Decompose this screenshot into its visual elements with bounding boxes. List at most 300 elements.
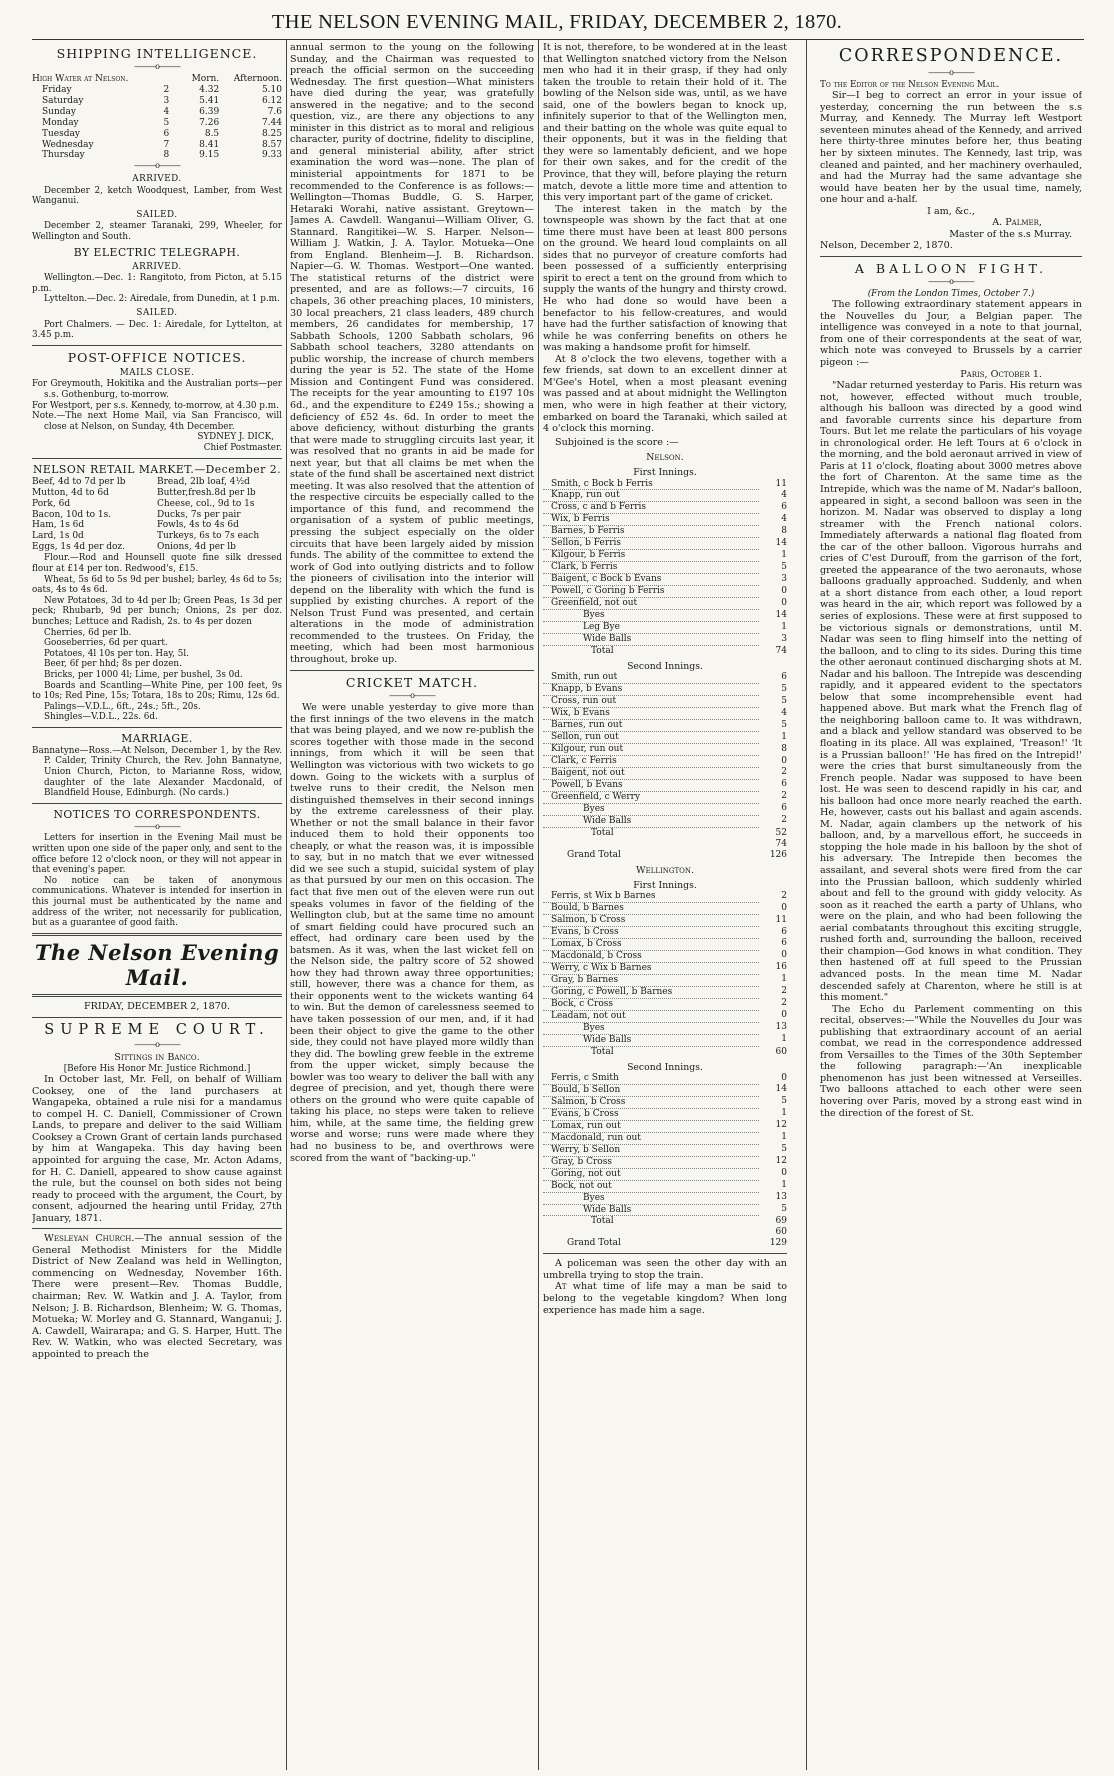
balloon-text: "Nadar returned yesterday to Paris. His return was not, however, effected without much trouble, although his balloon was directed by a good wind and favorable currents since his departure from Tours. But let me relate the particulars of his voyage in chronological order. He left Tours at 6 o'clock in the morning, and the bold aeronaut arrived in view of Paris at 11 o'clock, floating about 3000 metres above the fort of Charenton. At the same time as the Intrepide, which was the name of M. Nadar's balloon, appeared in sight, a second balloon was seen in the horizon. M. Nadar was observed to display a long streamer with the French national colors. Immediately afterwards a national flag floated from the car of the other balloon. Vigorous hurrahs and cries of C'est Durouff, from the garrison of the fort, greeted the appearance of the two aeronauts, whose balloons gradually approached. Suddenly, and when at a short distance from each other, a loud report was heard in the air, which report was followed by a series of explosions. These were at first supposed to be victorious signals or demonstrations, until M. Nadar was seen to fling himself into the netting of the balloon, and to cling to its sides. During this time the other aeronaut continued discharging shots at M. Nadar and his balloon. The Intrepide was descending rapidly, and it appeared evident to the spectators below that some incomprehensible event had happened above. But mark what the French flag of the neighboring balloon came to. It was withdrawn, and a black and yellow standard was observed to be floating in its place. All was explained, 'Treason!' 'It is a Prussian balloon!' 'He has fired on the Intrepid!' were the cries that burst simultaneously from the French people. Nadar was supposed to have been lost. He was seen to descend rapidly in his car, and his balloon had once more nearly reached the earth. He, however, casts out his ballast and again ascends. M. Nadar, again clambers up the network of his balloon, and, by a marvellous effort, he succeeds in stopping the hole made in his balloon by the shot of his adversary. The Intrepide then becomes the assailant, and several shots were fired from the car into the Prussian balloon, which suddenly whirled about and fell to the ground with giddy velocity. As soon as it reached the earth a party of Uhlans, who were on the plain, and who had been following the aerial combatants throughout this exciting struggle, rushed forth and, surrounding the balloon, received their champion—God knows in what condition. They then hastened off at full speed to the Prussian advanced posts. In the mean time M. Nadar descended safely at Charenton, where he still is at this moment." xyxy=(820,380,1082,1004)
total-value: 60 xyxy=(775,1046,787,1057)
total-value: 69 xyxy=(775,1216,787,1227)
score-row xyxy=(543,720,787,732)
divider xyxy=(32,345,282,346)
nelson-label: Nelson. xyxy=(646,452,684,464)
cricket-text-4: At 8 o'clock the two elevens, together with a few friends, sat down to an excellent dinner at M'Gee's Hotel, when a most pleasant evening was passed and at about midnight the Wellington men, who were in high feather at their victory, embarked on board the Taranaki, which sailed at 4 o'clock this morning. xyxy=(543,353,787,435)
postmaster-name: SYDNEY J. DICK, xyxy=(197,432,274,443)
runs: 11 xyxy=(775,478,787,489)
notices-p2: No notice can be taken of anonymous communications. Whatever is intended for insertion in this journal must be authenticated by the name and address of the writer, not necessarily for publication, but as a guarantee of good faith. xyxy=(32,875,282,929)
cricket-text-1: We were unable yesterday to give more than the first innings of the two elevens in the match that was being played, and we now re-publish the scores together with those made in the second innings, from which it will be seen that Wellington was victorious with two wickets to go down. Going to the wickets with a surplus of twelve runs to their credit, the Nelson men distinguished themselves in their second innings by the extreme carelessness of their play. Whether or not the small balance in their favor induced them to hold their opponents too cheaply, or what the reason was, it is impossible to say, but in no match that we ever witnessed did we see such a stupid, suicidal system of play as that pursued by our men on this occasion. The fact that five men out of the eleven were run out speaks volumes in favor of the fielding of the Wellington club, but at the same time no amount of smart fielding could have procured such an effect, had ordinary care been used by the batsmen. As it was, when the last wicket fell on the Nelson side, the paltry score of 52 showed how they had thrown away three opportunities; still, however, there was a chance for them, as their opponents went to the wickets wanting 64 to win. But the demon of carelessness seemed to have taken possession of our men, and, if it had been their object to give the game to the other side, they could not have played more wildly than they did. The bowling grew feeble in the extreme from the upper wicket, simply because the bowler was too weary to deliver the ball with any degree of precision, and yet, though there were others on the ground who were quite capable of taking his place, no steps were taken to relieve him, while, at the same time, the fielding grew worse and worse; runs were made where they had no business to be, and overthrows were scored from the want of "backing-up." xyxy=(290,702,534,1164)
score-row xyxy=(543,1073,787,1084)
score-row xyxy=(543,732,787,744)
score-row xyxy=(543,622,787,634)
score-row xyxy=(543,1144,787,1156)
runs: 11 xyxy=(775,914,787,925)
market-row xyxy=(32,488,282,499)
tide-morn: 8.41 xyxy=(199,139,220,150)
correspondence-role: Master of the s.s Murray. xyxy=(949,228,1072,240)
column-2 xyxy=(290,42,534,1770)
score-row xyxy=(543,903,787,915)
batsman: Knapp, b Evans xyxy=(543,684,759,696)
score-row xyxy=(543,815,787,827)
score-row xyxy=(543,791,787,803)
batsman: Greenfield, c Werry xyxy=(543,791,759,803)
batsman: Wide Balls xyxy=(543,815,759,827)
batsman: Powell, c Goring b Ferris xyxy=(543,586,759,598)
runs: 2 xyxy=(781,767,787,778)
runs: 5 xyxy=(781,561,787,572)
batsman: Wide Balls xyxy=(543,634,759,646)
carry-value: 74 xyxy=(775,838,787,849)
column-1 xyxy=(32,42,282,1770)
batsman: Wide Balls xyxy=(543,1034,759,1046)
ornament xyxy=(290,691,534,701)
batsman: Gray, b Cross xyxy=(543,1156,759,1168)
ornament xyxy=(820,277,1082,287)
batsman: Werry, b Sellon xyxy=(543,1144,759,1156)
tide-morn: 6.39 xyxy=(199,106,220,117)
runs: 14 xyxy=(775,537,787,548)
tel-arrived-label: ARRIVED. xyxy=(132,261,182,272)
tide-date: 4 xyxy=(163,106,170,117)
runs: 4 xyxy=(781,707,787,718)
correspondence-place-date: Nelson, December 2, 1870. xyxy=(820,240,953,252)
tide-afternoon: 8.57 xyxy=(261,139,282,150)
balloon-dateline: Paris, October 1. xyxy=(960,368,1042,380)
score-row xyxy=(543,502,787,514)
score-row xyxy=(543,672,787,683)
batsman: Bould, b Sellon xyxy=(543,1084,759,1096)
runs: 13 xyxy=(775,1192,787,1203)
post-line-2: For Westport, per s.s. Kennedy, to-morrow, at 4.30 p.m. xyxy=(32,400,279,411)
runs: 4 xyxy=(781,489,787,500)
runs: 6 xyxy=(781,672,787,683)
market-row xyxy=(32,520,282,531)
column-3 xyxy=(543,42,787,1770)
tide-row xyxy=(32,129,282,140)
tide-day: Tuesday xyxy=(42,128,80,139)
wellington-second-label: Second Innings. xyxy=(627,1061,703,1073)
grand-total-value: 129 xyxy=(769,1238,787,1249)
runs: 1 xyxy=(781,974,787,985)
runs: 5 xyxy=(781,695,787,706)
marriage-title: MARRIAGE. xyxy=(121,731,193,745)
batsman: Byes xyxy=(543,803,759,815)
divider xyxy=(32,1228,282,1229)
ornament xyxy=(32,1040,282,1050)
arrived-text: December 2, ketch Woodquest, Lamber, from West Wanganui. xyxy=(32,185,282,207)
tide-row xyxy=(32,150,282,161)
market-item-right: Turkeys, 6s to 7s each xyxy=(157,531,260,542)
total-label: Total xyxy=(591,1046,614,1057)
batsman: Greenfield, not out xyxy=(543,598,759,610)
runs: 2 xyxy=(781,986,787,997)
tide-morn: 5.41 xyxy=(199,95,220,106)
market-note: Gooseberries, 6d per quart. xyxy=(44,638,168,649)
score-row xyxy=(543,779,787,791)
grand-total-label: Grand Total xyxy=(567,849,621,860)
score-row xyxy=(543,1168,787,1180)
score-row xyxy=(543,767,787,779)
court-subtitle: Sittings in Banco. xyxy=(114,1052,200,1064)
runs: 6 xyxy=(781,501,787,512)
tide-day: Wednesday xyxy=(42,139,94,150)
batsman: Byes xyxy=(543,1192,759,1204)
runs: 1 xyxy=(781,1132,787,1143)
runs: 5 xyxy=(781,683,787,694)
score-row xyxy=(543,696,787,708)
runs: 1 xyxy=(781,549,787,560)
tide-morn: 4.32 xyxy=(199,84,220,95)
market-item-right: Ducks, 7s per pair xyxy=(157,509,241,520)
score-row xyxy=(543,891,787,902)
nelson-second-table xyxy=(543,672,787,828)
runs: 0 xyxy=(781,755,787,766)
batsman: Goring, not out xyxy=(543,1168,759,1180)
riddle-lead: At xyxy=(555,1281,567,1293)
batsman: Bould, b Barnes xyxy=(543,903,759,915)
notices-p1: Letters for insertion in the Evening Mail must be written upon one side of the paper only, and sent to the office before 12 o'clock noon, or they will not appear in that evening's paper. xyxy=(32,833,282,876)
runs: 5 xyxy=(781,1204,787,1215)
divider xyxy=(32,803,282,804)
runs: 1 xyxy=(781,1108,787,1119)
batsman: Wix, b Ferris xyxy=(543,514,759,526)
runs: 8 xyxy=(781,525,787,536)
policeman-text: A policeman was seen the other day with an umbrella trying to stop the train. xyxy=(543,1258,787,1281)
tide-date: 5 xyxy=(163,117,170,128)
dateline: FRIDAY, DECEMBER 2, 1870. xyxy=(84,1001,230,1013)
market-row xyxy=(32,510,282,521)
market-item-left: Mutton, 4d to 6d xyxy=(32,487,109,498)
runs: 1 xyxy=(781,1034,787,1045)
runs: 2 xyxy=(781,815,787,826)
court-title: SUPREME COURT. xyxy=(44,1021,270,1038)
market-note: Beer, 6f per hhd; 8s per dozen. xyxy=(44,659,182,670)
batsman: Werry, c Wix b Barnes xyxy=(543,962,759,974)
batsman: Smith, c Bock b Ferris xyxy=(543,479,759,490)
batsman: Cross, run out xyxy=(543,696,759,708)
court-text: In October last, Mr. Fell, on behalf of William Cooksey, one of the land purchasers at Wangapeka, obtained a rule nisi for a mandamus to compel H. C. Daniell, Commissioner of Crown Lands, to prepare and deliver to the said William Cooksey a Crown Grant of certain lands purchased by him at Wangapeka. This day having been appointed for arguing the case, Mr. Acton Adams, for H. C. Daniell, appeared to show cause against the rule, but the counsel on both sides not being ready to proceed with the argument, the Court, by consent, adjourned the hearing until Friday, 27th January, 1871. xyxy=(32,1074,282,1224)
batsman: Lomax, b Cross xyxy=(543,938,759,950)
runs: 1 xyxy=(781,1180,787,1191)
tide-afternoon: 6.12 xyxy=(261,95,282,106)
runs: 6 xyxy=(781,803,787,814)
batsman: Clark, b Ferris xyxy=(543,562,759,574)
batsman: Sellon, run out xyxy=(543,732,759,744)
market-item-left: Eggs, 1s 4d per doz. xyxy=(32,542,126,553)
correspondence-to: To the Editor of the Nelson Evening Mail. xyxy=(820,79,1000,90)
score-row xyxy=(543,1204,787,1216)
batsman: Cross, c and b Ferris xyxy=(543,502,759,514)
score-row xyxy=(543,708,787,720)
marriage-text: Bannatyne—Ross.—At Nelson, December 1, by the Rev. P. Calder, Trinity Church, the Rev. John Bannatyne, Union Church, Picton, to Marianne Ross, widow, daughter of the late Alexander Macdonald, of Blandfield House, Edinburgh. (No cards.) xyxy=(32,745,282,799)
telegraph-title: BY ELECTRIC TELEGRAPH. xyxy=(73,245,241,259)
tel-arrived-2: Lyttelton.—Dec. 2: Airedale, from Dunedin, at 1 p.m. xyxy=(44,294,280,305)
tide-row xyxy=(32,85,282,96)
riddle-text xyxy=(543,1281,787,1316)
score-row xyxy=(543,1022,787,1034)
ornament xyxy=(32,822,282,832)
score-row xyxy=(543,562,787,574)
tide-date: 3 xyxy=(163,95,170,106)
nelson-second-label: Second Innings. xyxy=(627,661,703,673)
divider xyxy=(32,994,282,997)
score-row xyxy=(543,598,787,610)
runs: 0 xyxy=(781,1168,787,1179)
tel-arrived-1: Wellington.—Dec. 1: Rangitoto, from Picton, at 5.15 p.m. xyxy=(32,273,282,294)
score-row xyxy=(543,550,787,562)
score-row xyxy=(543,1084,787,1096)
sailed-text: December 2, steamer Taranaki, 299, Wheeler, for Wellington and South. xyxy=(32,221,282,243)
correspondence-closing: I am, &c., xyxy=(927,205,975,217)
tide-day: Monday xyxy=(42,117,79,128)
post-office-title: POST-OFFICE NOTICES. xyxy=(67,349,247,365)
runs: 3 xyxy=(781,573,787,584)
tide-row xyxy=(32,96,282,107)
cricket-title: CRICKET MATCH. xyxy=(345,674,479,690)
market-note: Palings—V.D.L., 6ft., 24s.; 5ft., 20s. xyxy=(44,701,201,712)
market-row xyxy=(32,542,282,553)
wellington-second-table xyxy=(543,1073,787,1217)
batsman: Lomax, run out xyxy=(543,1120,759,1132)
batsman: Kilgour, run out xyxy=(543,744,759,756)
high-water-label: High Water at Nelson. xyxy=(32,73,129,84)
runs: 6 xyxy=(781,926,787,937)
masthead: THE NELSON EVENING MAIL, FRIDAY, DECEMBER 2, 1870. xyxy=(271,11,843,33)
runs: 14 xyxy=(775,609,787,620)
post-line-1: For Greymouth, Hokitika and the Australian ports—per s.s. Gothenburg, to-morrow. xyxy=(32,379,282,401)
batsman: Bock, c Cross xyxy=(543,998,759,1010)
tide-morn: 9.15 xyxy=(199,150,220,161)
runs: 8 xyxy=(781,743,787,754)
runs: 0 xyxy=(781,585,787,596)
correspondence-name: A. Palmer, xyxy=(992,217,1042,229)
tide-day: Saturday xyxy=(42,95,84,106)
score-row xyxy=(543,526,787,538)
runs: 3 xyxy=(781,633,787,644)
runs: 2 xyxy=(781,998,787,1009)
column-rule xyxy=(286,40,287,1770)
post-line-3: Note.—The next Home Mail, via San Francisco, will close at Nelson, on Sunday, 4th December. xyxy=(32,411,282,432)
score-row xyxy=(543,490,787,502)
batsman: Byes xyxy=(543,610,759,622)
subjoined: Subjoined is the score :— xyxy=(555,436,679,448)
market-note: Shingles—V.D.L., 22s. 6d. xyxy=(44,712,158,723)
tide-morn: 8.5 xyxy=(204,128,220,139)
market-row xyxy=(32,531,282,542)
postmaster-title: Chief Postmaster. xyxy=(203,443,282,453)
tide-row xyxy=(32,107,282,118)
runs: 0 xyxy=(781,1072,787,1083)
batsman: Bock, not out xyxy=(543,1180,759,1192)
market-item-right: Butter,fresh.8d per lb xyxy=(157,487,256,498)
batsman: Salmon, b Cross xyxy=(543,1096,759,1108)
score-row xyxy=(543,684,787,696)
score-row xyxy=(543,803,787,815)
balloon-title: A BALLOON FIGHT. xyxy=(854,260,1048,276)
market-item-left: Pork, 6d xyxy=(32,498,71,509)
divider xyxy=(32,1017,282,1018)
column-4 xyxy=(820,42,1082,1770)
correspondence-title: CORRESPONDENCE. xyxy=(838,46,1064,66)
cricket-text-2: It is not, therefore, to be wondered at in the least that Wellington snatched victory from the Nelson men who had it in their grasp, if they had only taken the trouble to retain their hold of it. The bowling of the Nelson side was, until, as we have said, one of the bowlers began to knock up, infinitely superior to that of the Wellington men, and their batting on the whole was quite equal to their opponents, but it was in the fielding that they were so lamentably deficient, and we hope for their own sakes, and for the credit of the Province, that they will, before playing the return match, devote a little more time and attention to this very important part of the game of cricket. xyxy=(543,42,787,204)
market-note: Cherries, 6d per lb. xyxy=(44,627,132,638)
tide-row xyxy=(32,140,282,151)
runs: 2 xyxy=(781,791,787,802)
market-note: Boards and Scantling—White Pine, per 100 feet, 9s to 10s; Red Pine, 15s; Totara, 18s to 20s; Rimu, 12s 6d. xyxy=(32,680,282,702)
tide-table xyxy=(32,74,282,162)
grand-total-label: Grand Total xyxy=(567,1238,621,1249)
score-row xyxy=(543,998,787,1010)
market-item-right: Fowls, 4s to 4s 6d xyxy=(157,520,239,531)
score-row xyxy=(543,479,787,490)
batsman: Goring, c Powell, b Barnes xyxy=(543,986,759,998)
market-row xyxy=(32,477,282,488)
total-label: Total xyxy=(591,827,614,838)
score-row xyxy=(543,1156,787,1168)
total-label: Total xyxy=(591,646,614,657)
market-note: Flour.—Rod and Hounsell quote fine silk dressed flour at £14 per ton. Redwood's, £15. xyxy=(32,553,282,574)
market-item-right: Onions, 4d per lb xyxy=(157,542,236,553)
score-row xyxy=(543,927,787,939)
score-row xyxy=(543,574,787,586)
runs: 1 xyxy=(781,621,787,632)
tide-afternoon: 7.6 xyxy=(267,106,282,117)
score-row xyxy=(543,1096,787,1108)
court-before: [Before His Honor Mr. Justice Richmond.] xyxy=(63,1063,251,1074)
tide-date: 2 xyxy=(163,84,170,95)
ornament xyxy=(32,161,282,171)
runs: 5 xyxy=(781,1096,787,1107)
batsman: Evans, b Cross xyxy=(543,1108,759,1120)
market-item-left: Ham, 1s 6d xyxy=(32,520,85,531)
batsman: Macdonald, run out xyxy=(543,1132,759,1144)
morn-label: Morn. xyxy=(191,73,220,84)
batsman: Wix, b Evans xyxy=(543,708,759,720)
divider xyxy=(290,670,534,671)
batsman: Macdonald, b Cross xyxy=(543,950,759,962)
score-row xyxy=(543,974,787,986)
runs: 5 xyxy=(781,719,787,730)
score-row xyxy=(543,1010,787,1022)
score-row xyxy=(543,1192,787,1204)
tide-day: Thursday xyxy=(42,150,85,161)
market-item-right: Cheese, col., 9d to 1s xyxy=(157,498,255,509)
market-notes xyxy=(32,553,282,723)
market-note: Wheat, 5s 6d to 5s 9d per bushel; barley, 4s 6d to 5s; oats, 4s to 4s 6d. xyxy=(32,574,282,596)
market-item-left: Bacon, 10d to 1s. xyxy=(32,509,112,520)
mails-close: MAILS CLOSE. xyxy=(119,367,195,378)
divider xyxy=(32,458,282,459)
cricket-text-3: The interest taken in the match by the townspeople was shown by the fact that at one time there must have been at least 800 persons on the ground. We heard loud complaints on all sides that no purveyor of creature comforts had been possessed of a sufficiently enterprising spirit to erect a tent on the ground from which to supply the wants of the hungry and thirsty crowd. He who had done so would have been a benefactor to his fellow-creatures, and would have had the further satisfaction of knowing that while he was conferring benefits on others he was making a handsome profit for himself. xyxy=(543,203,787,354)
tide-day: Friday xyxy=(42,84,72,95)
column-rule xyxy=(538,40,539,1770)
wellington-first-table xyxy=(543,891,787,1047)
masthead-rule xyxy=(32,39,1084,40)
grand-total-value: 126 xyxy=(769,849,787,860)
sailed-label: SAILED. xyxy=(136,209,178,220)
batsman: Knapp, run out xyxy=(543,490,759,502)
batsman: Ferris, st Wix b Barnes xyxy=(543,891,759,902)
ornament xyxy=(820,68,1082,78)
tide-afternoon: 7.44 xyxy=(261,117,282,128)
score-row xyxy=(543,950,787,962)
runs: 12 xyxy=(775,1120,787,1131)
nelson-first-table xyxy=(543,479,787,647)
total-value: 74 xyxy=(775,646,787,657)
tide-date: 8 xyxy=(163,150,170,161)
wellington-second-total xyxy=(543,1216,787,1249)
column-rule xyxy=(806,40,807,1770)
notices-title: NOTICES TO CORRESPONDENTS. xyxy=(53,807,261,821)
batsman: Leadam, not out xyxy=(543,1010,759,1022)
total-label: Total xyxy=(591,1216,614,1227)
runs: 0 xyxy=(781,902,787,913)
batsman: Leg Bye xyxy=(543,622,759,634)
wellington-label: Wellington. xyxy=(636,864,694,876)
nelson-first-total xyxy=(543,646,787,657)
runs: 6 xyxy=(781,779,787,790)
wesleyan-lead: Wesleyan Church. xyxy=(44,1233,135,1245)
score-row xyxy=(543,634,787,646)
score-row xyxy=(543,1180,787,1192)
batsman: Kilgour, b Ferris xyxy=(543,550,759,562)
batsman: Wide Balls xyxy=(543,1204,759,1216)
runs: 12 xyxy=(775,1156,787,1167)
tel-sailed: Port Chalmers. — Dec. 1: Airedale, for Lyttelton, at 3.45 p.m. xyxy=(32,319,282,341)
wellington-first-total xyxy=(543,1047,787,1058)
arrived-label: ARRIVED. xyxy=(132,174,182,185)
market-note: Potatoes, 4l 10s per ton. Hay, 5l. xyxy=(44,648,189,659)
shipping-title: SHIPPING INTELLIGENCE. xyxy=(56,46,258,61)
runs: 14 xyxy=(775,1084,787,1095)
wesleyan-body: —The annual session of the General Methodist Ministers for the Middle District of New Zealand was held in Wellington, commencing on Wednesday, November 16th. There were present—Rev. Thomas Buddle, chairman; Rev. W. Watkin and J. A. Taylor, from Nelson; J. B. Richardson, Blenheim; W. G. Thomas, Motueka; W. Morley and G. Stannard, Wanganui; J. A. Cawdell, Wairarapa; and G. S. Harper, Hutt. The Rev. W. Watkin, who was elected Secretary, was appointed to preach the xyxy=(32,1233,282,1360)
riddle-body: what time of life may a man be said to belong to the vegetable kingdom? When long experience has made him a sage. xyxy=(543,1281,787,1316)
runs: 0 xyxy=(781,950,787,961)
score-row xyxy=(543,915,787,927)
batsman: Evans, b Cross xyxy=(543,927,759,939)
runs: 1 xyxy=(781,731,787,742)
market-item-left: Beef, 4d to 7d per lb xyxy=(32,476,126,487)
batsman: Barnes, b Ferris xyxy=(543,526,759,538)
tide-row xyxy=(32,118,282,129)
market-title: NELSON RETAIL MARKET.—December 2. xyxy=(32,462,282,476)
carry-value: 60 xyxy=(775,1227,787,1238)
batsman: Smith, run out xyxy=(543,672,759,683)
score-row xyxy=(543,986,787,998)
score-row xyxy=(543,538,787,550)
runs: 6 xyxy=(781,938,787,949)
score-row xyxy=(543,514,787,526)
runs: 0 xyxy=(781,1010,787,1021)
batsman: Clark, c Ferris xyxy=(543,756,759,768)
batsman: Powell, b Evans xyxy=(543,779,759,791)
divider xyxy=(32,933,282,936)
tide-afternoon: 5.10 xyxy=(261,84,282,95)
nameplate: The Nelson Evening Mail. xyxy=(34,939,280,991)
divider xyxy=(32,727,282,728)
batsman: Baigent, c Bock b Evans xyxy=(543,574,759,586)
batsman: Ferris, c Smith xyxy=(543,1073,759,1084)
runs: 0 xyxy=(781,597,787,608)
tel-sailed-label: SAILED. xyxy=(136,308,178,318)
tide-day: Sunday xyxy=(42,106,76,117)
score-row xyxy=(543,1034,787,1046)
score-row xyxy=(543,1120,787,1132)
runs: 4 xyxy=(781,513,787,524)
tide-afternoon: 9.33 xyxy=(261,150,282,161)
divider xyxy=(543,1253,787,1254)
